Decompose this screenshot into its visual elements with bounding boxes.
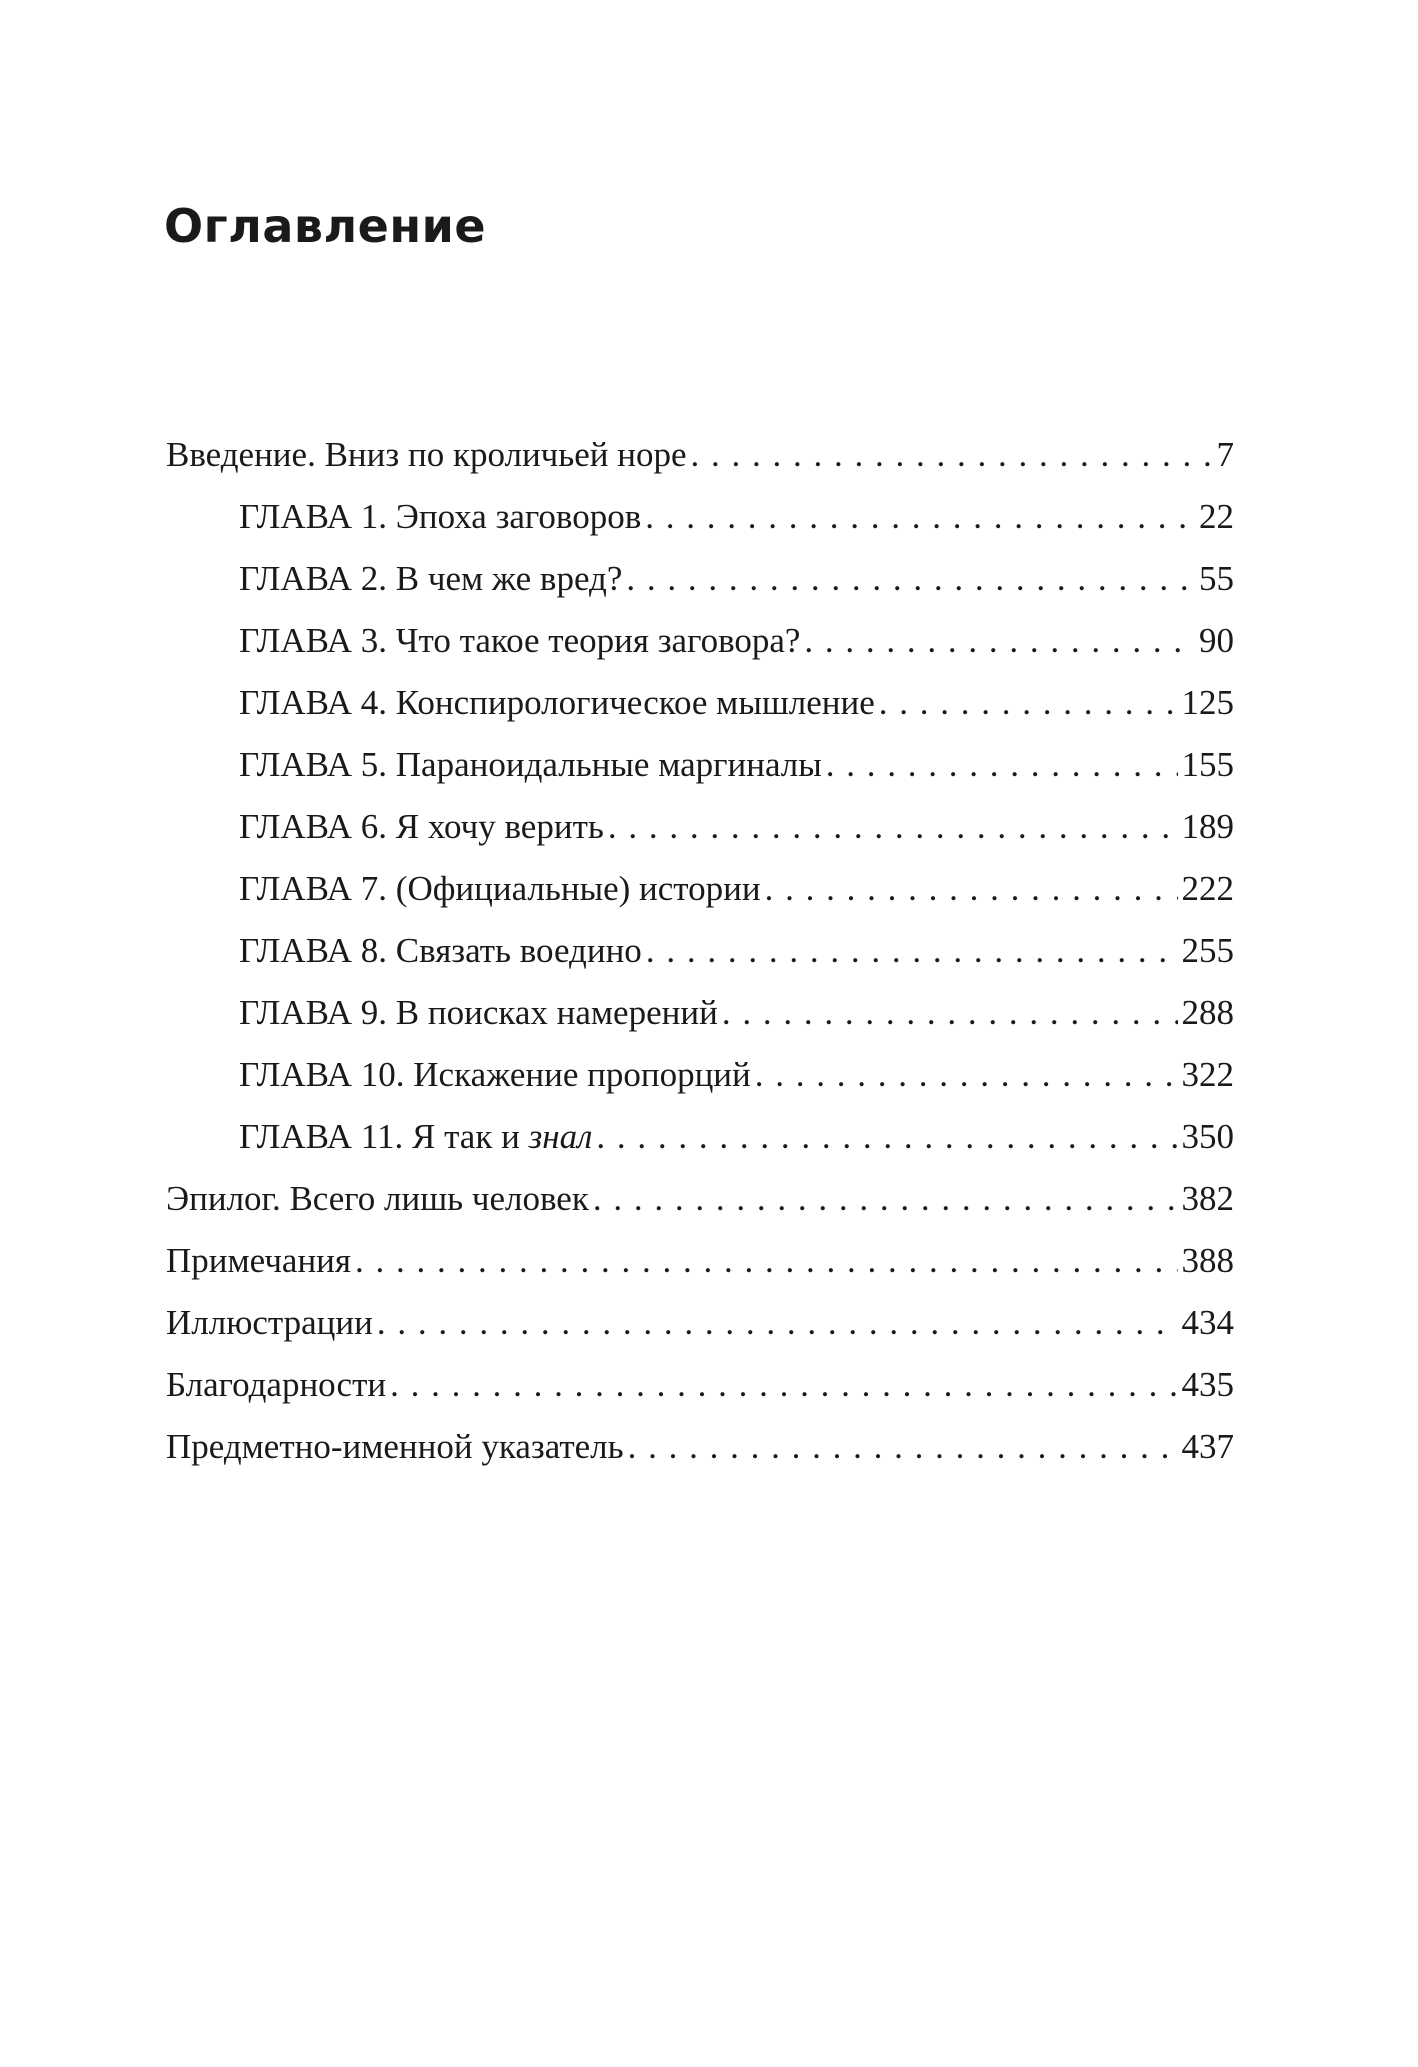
toc-entry-page: 155 xyxy=(1181,745,1234,784)
toc-entry-title: ГЛАВА 5. Параноидальные маргиналы xyxy=(239,745,822,784)
toc-entry-page: 255 xyxy=(1181,931,1234,970)
toc-entry-title: Введение. Вниз по кроличьей норе xyxy=(166,435,687,474)
toc-entry-title: ГЛАВА 10. Искажение пропорций xyxy=(239,1055,751,1094)
leader-dots xyxy=(626,548,1195,610)
toc-entry-notes[interactable] xyxy=(166,1230,1234,1292)
toc-entry-illustrations[interactable] xyxy=(166,1292,1234,1354)
toc-entry-chapter-11[interactable] xyxy=(166,1106,1234,1168)
toc-entry-intro[interactable] xyxy=(166,424,1234,486)
leader-dots xyxy=(596,1106,1177,1168)
toc-entry-title: ГЛАВА 4. Конспирологическое мышление xyxy=(239,683,875,722)
toc-entry-title xyxy=(239,1106,592,1168)
toc-entry-epilogue[interactable] xyxy=(166,1168,1234,1230)
leader-dots xyxy=(879,672,1178,734)
toc-entry-page: 388 xyxy=(1181,1241,1234,1280)
toc-entry-chapter-7[interactable] xyxy=(166,858,1234,920)
toc-entry-acknowledgements[interactable] xyxy=(166,1354,1234,1416)
table-of-contents xyxy=(166,424,1234,1478)
toc-entry-page: 322 xyxy=(1181,1055,1234,1094)
leader-dots xyxy=(355,1230,1177,1292)
toc-entry-title: ГЛАВА 7. (Официальные) истории xyxy=(239,869,761,908)
toc-entry-chapter-4[interactable] xyxy=(166,672,1234,734)
toc-entry-page: 90 xyxy=(1199,621,1234,660)
toc-entry-title-regular: ГЛАВА 11. Я так и xyxy=(239,1117,529,1156)
leader-dots xyxy=(608,796,1178,858)
toc-entry-chapter-3[interactable] xyxy=(166,610,1234,672)
toc-entry-title: ГЛАВА 2. В чем же вред? xyxy=(239,559,623,598)
toc-entry-title: ГЛАВА 1. Эпоха заговоров xyxy=(239,497,642,536)
toc-entry-page: 434 xyxy=(1181,1303,1234,1342)
toc-entry-page: 382 xyxy=(1181,1179,1234,1218)
toc-entry-page: 189 xyxy=(1181,807,1234,846)
toc-entry-page: 437 xyxy=(1181,1427,1234,1466)
leader-dots xyxy=(377,1292,1178,1354)
toc-entry-chapter-9[interactable] xyxy=(166,982,1234,1044)
toc-entry-title: ГЛАВА 9. В поисках намерений xyxy=(239,993,718,1032)
toc-entry-title: ГЛАВА 8. Связать воедино xyxy=(239,931,642,970)
leader-dots xyxy=(646,920,1178,982)
page-title: Оглавление xyxy=(164,199,487,253)
toc-entry-page: 125 xyxy=(1181,683,1234,722)
toc-entry-page: 22 xyxy=(1199,497,1234,536)
toc-entry-page: 435 xyxy=(1181,1365,1234,1404)
toc-entry-chapter-8[interactable] xyxy=(166,920,1234,982)
toc-entry-title: Примечания xyxy=(166,1241,352,1280)
leader-dots xyxy=(593,1168,1178,1230)
toc-entry-page: 222 xyxy=(1181,869,1234,908)
toc-entry-title: ГЛАВА 6. Я хочу верить xyxy=(239,807,604,846)
toc-entry-chapter-10[interactable] xyxy=(166,1044,1234,1106)
leader-dots xyxy=(691,424,1213,486)
toc-entry-chapter-1[interactable] xyxy=(166,486,1234,548)
toc-entry-title: ГЛАВА 3. Что такое теория заговора? xyxy=(239,621,801,660)
toc-entry-page: 7 xyxy=(1216,435,1234,474)
toc-entry-chapter-6[interactable] xyxy=(166,796,1234,858)
leader-dots xyxy=(645,486,1195,548)
leader-dots xyxy=(755,1044,1178,1106)
leader-dots xyxy=(826,734,1178,796)
leader-dots xyxy=(765,858,1178,920)
leader-dots xyxy=(722,982,1178,1044)
toc-entry-index[interactable] xyxy=(166,1416,1234,1478)
leader-dots xyxy=(628,1416,1178,1478)
leader-dots xyxy=(390,1354,1177,1416)
toc-entry-page: 350 xyxy=(1181,1117,1234,1156)
toc-entry-title: Благодарности xyxy=(166,1365,387,1404)
toc-entry-title-italic: знал xyxy=(528,1117,593,1156)
toc-entry-page: 288 xyxy=(1181,993,1234,1032)
toc-entry-chapter-2[interactable] xyxy=(166,548,1234,610)
toc-entry-page: 55 xyxy=(1199,559,1234,598)
leader-dots xyxy=(804,610,1195,672)
toc-entry-title: Иллюстрации xyxy=(166,1303,373,1342)
toc-entry-title: Эпилог. Всего лишь человек xyxy=(166,1179,589,1218)
toc-entry-title: Предметно-именной указатель xyxy=(166,1427,624,1466)
toc-entry-chapter-5[interactable] xyxy=(166,734,1234,796)
